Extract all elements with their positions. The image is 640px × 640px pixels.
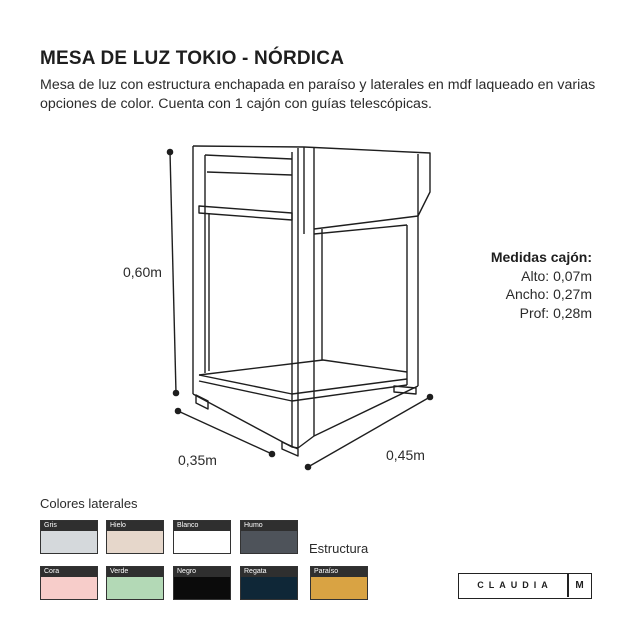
colors-section-label: Colores laterales	[40, 496, 138, 511]
brand-name: CLAUDIA	[477, 580, 553, 590]
depth-dimension: 0,45m	[386, 447, 425, 463]
drawer-spec-alto: Alto: 0,07m	[521, 267, 592, 284]
swatch-gris[interactable]	[40, 520, 98, 554]
swatch-label: Paraíso	[311, 567, 367, 577]
drawer-specs	[491, 248, 592, 322]
drawer-spec-ancho: Ancho: 0,27m	[505, 286, 592, 302]
swatch-label: Hielo	[107, 521, 163, 531]
swatch-label: Gris	[41, 521, 97, 531]
swatch-verde[interactable]	[106, 566, 164, 600]
drawer-spec-prof: Prof: 0,28m	[519, 304, 592, 321]
structure-section-label: Estructura	[309, 541, 369, 556]
swatch-blanco[interactable]	[173, 520, 231, 554]
swatch-label: Humo	[241, 521, 297, 531]
product-title: MESA DE LUZ TOKIO - NÓRDICA	[40, 48, 345, 69]
swatch-hielo[interactable]	[106, 520, 164, 554]
swatch-regata[interactable]	[240, 566, 298, 600]
swatch-label: Negro	[174, 567, 230, 577]
swatch-cora[interactable]	[40, 566, 98, 600]
height-dimension: 0,60m	[123, 264, 162, 280]
swatch-label: Blanco	[174, 521, 230, 531]
swatch-paraiso[interactable]	[310, 566, 368, 600]
brand-logo	[458, 573, 592, 599]
brand-mark: M	[575, 580, 584, 591]
swatch-label: Cora	[41, 567, 97, 577]
swatch-humo[interactable]	[240, 520, 298, 554]
drawer-specs-heading: Medidas cajón:	[490, 249, 592, 265]
swatch-label: Verde	[107, 567, 163, 577]
swatch-negro[interactable]	[173, 566, 231, 600]
swatch-label: Regata	[241, 567, 297, 577]
product-description: Mesa de luz con estructura enchapada en paraíso y laterales en mdf laqueado en varias opciones de color. Cuenta con 1 cajón con guías telescópicas.	[40, 77, 596, 112]
width-dimension: 0,35m	[178, 452, 217, 468]
